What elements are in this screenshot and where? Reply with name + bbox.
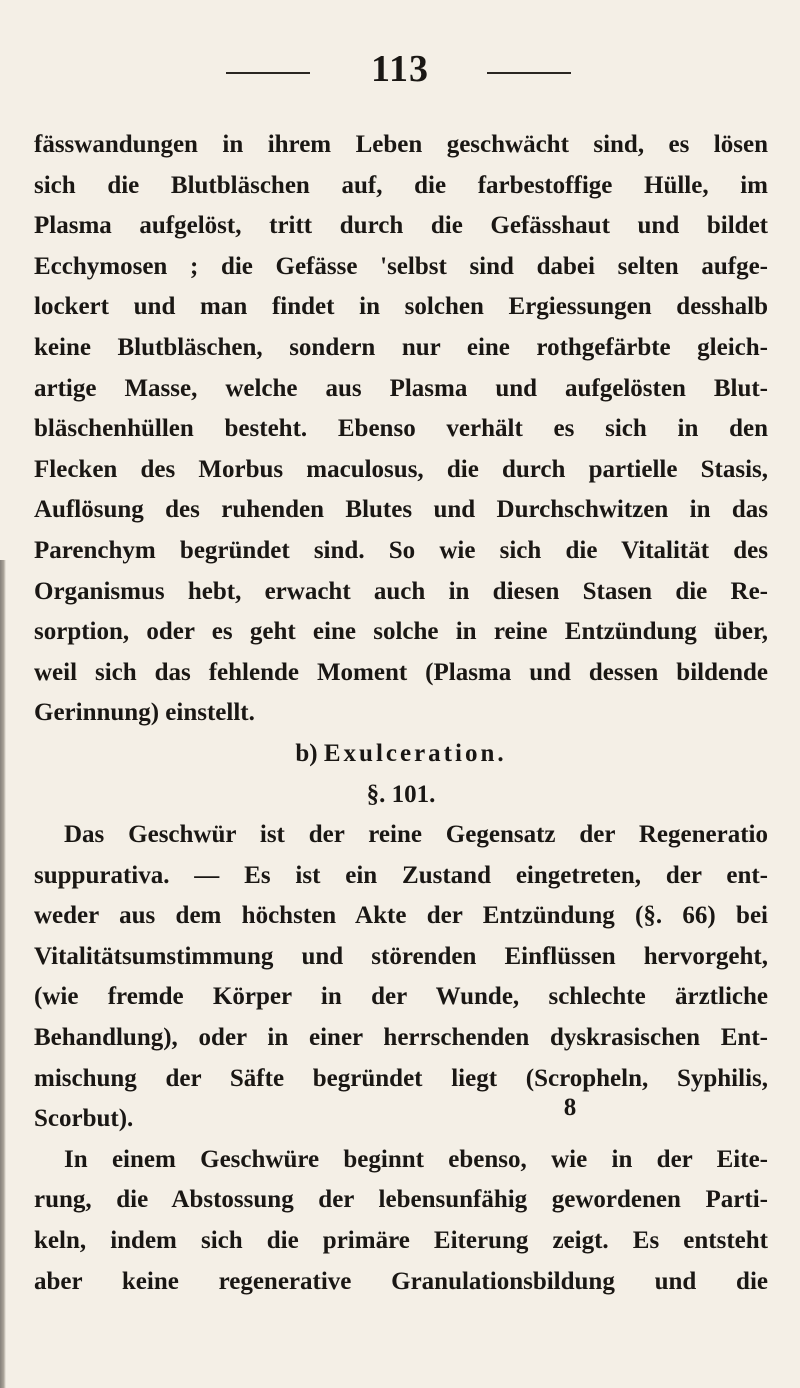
text-line: bläschenhüllen besteht. Ebenso verhält es sich in den <box>34 415 768 443</box>
text-line: Vitalitätsumstimmung und störenden Einflüssen hervorgeht, <box>34 942 768 970</box>
text-line: aber keine regenerative Granulationsbildung und die <box>34 1267 768 1295</box>
text-line: mischung der Säfte begründet liegt (Scropheln, Syphilis, <box>34 1064 768 1092</box>
paragraph-2 <box>34 815 768 1140</box>
text-line: weder aus dem höchsten Akte der Entzündung (§. 66) bei <box>34 902 768 930</box>
header-rule-right <box>487 72 571 74</box>
text-line: fässwandungen in ihrem Leben geschwächt sind, es lösen <box>34 131 768 158</box>
text-line: Auflösung des ruhenden Blutes und Durchschwitzen in das <box>34 496 768 524</box>
section-heading-title: Exulceration. <box>323 739 507 767</box>
text-line: Scorbut). <box>34 1105 134 1133</box>
text-line: artige Masse, welche aus Plasma und aufgelösten Blut- <box>34 374 768 402</box>
text-line: sich die Blutbläschen auf, die farbestoffige Hülle, im <box>34 171 768 199</box>
page-number: 113 <box>371 48 429 90</box>
text-line: keln, indem sich die primäre Eiterung zeigt. Es entsteht <box>34 1227 768 1255</box>
text-line: Flecken des Morbus maculosus, die durch partielle Stasis, <box>34 455 768 483</box>
paragraph-3 <box>34 1140 768 1302</box>
text-line: suppurativa. — Es ist ein Zustand eingetreten, der ent- <box>34 861 768 889</box>
text-line: Ecchymosen ; die Gefässe 'selbst sind dabei selten aufge- <box>34 252 768 280</box>
signature-mark: 8 <box>563 1094 577 1121</box>
text-line: weil sich das fehlende Moment (Plasma und dessen bildende <box>34 658 768 686</box>
section-heading <box>34 734 768 775</box>
paragraph-number: §. 101. <box>366 780 436 808</box>
text-line: Plasma aufgelöst, tritt durch die Gefässhaut und bildet <box>34 212 768 240</box>
text-line: Gerinnung) einstellt. <box>34 699 255 727</box>
text-line: keine Blutbläschen, sondern nur eine rothgefärbte gleich- <box>34 333 768 361</box>
header-rule-left <box>226 72 310 74</box>
text-line: Behandlung), oder in einer herrschenden dyskrasischen Ent- <box>34 1024 768 1052</box>
paragraph-1 <box>34 125 768 734</box>
text-line: (wie fremde Körper in der Wunde, schlechte ärztliche <box>34 983 768 1011</box>
text-line: In einem Geschwüre beginnt ebenso, wie in der Eite- <box>64 1145 768 1173</box>
text-line: lockert und man findet in solchen Ergiessungen desshalb <box>34 293 768 321</box>
section-heading-prefix: b) <box>295 739 318 767</box>
page-edge-shadow <box>0 560 6 1388</box>
text-line: rung, die Abstossung der lebensunfähig gewordenen Parti- <box>34 1186 768 1214</box>
text-line: Parenchym begründet sind. So wie sich die Vitalität des <box>34 536 768 564</box>
text-line: Organismus hebt, erwacht auch in diesen Stasen die Re- <box>34 577 768 605</box>
page-header <box>0 44 800 94</box>
body-text <box>34 125 768 1302</box>
text-line: Das Geschwür ist der reine Gegensatz der Regeneratio <box>64 821 768 849</box>
text-line: sorption, oder es geht eine solche in reine Entzündung über, <box>34 618 768 646</box>
